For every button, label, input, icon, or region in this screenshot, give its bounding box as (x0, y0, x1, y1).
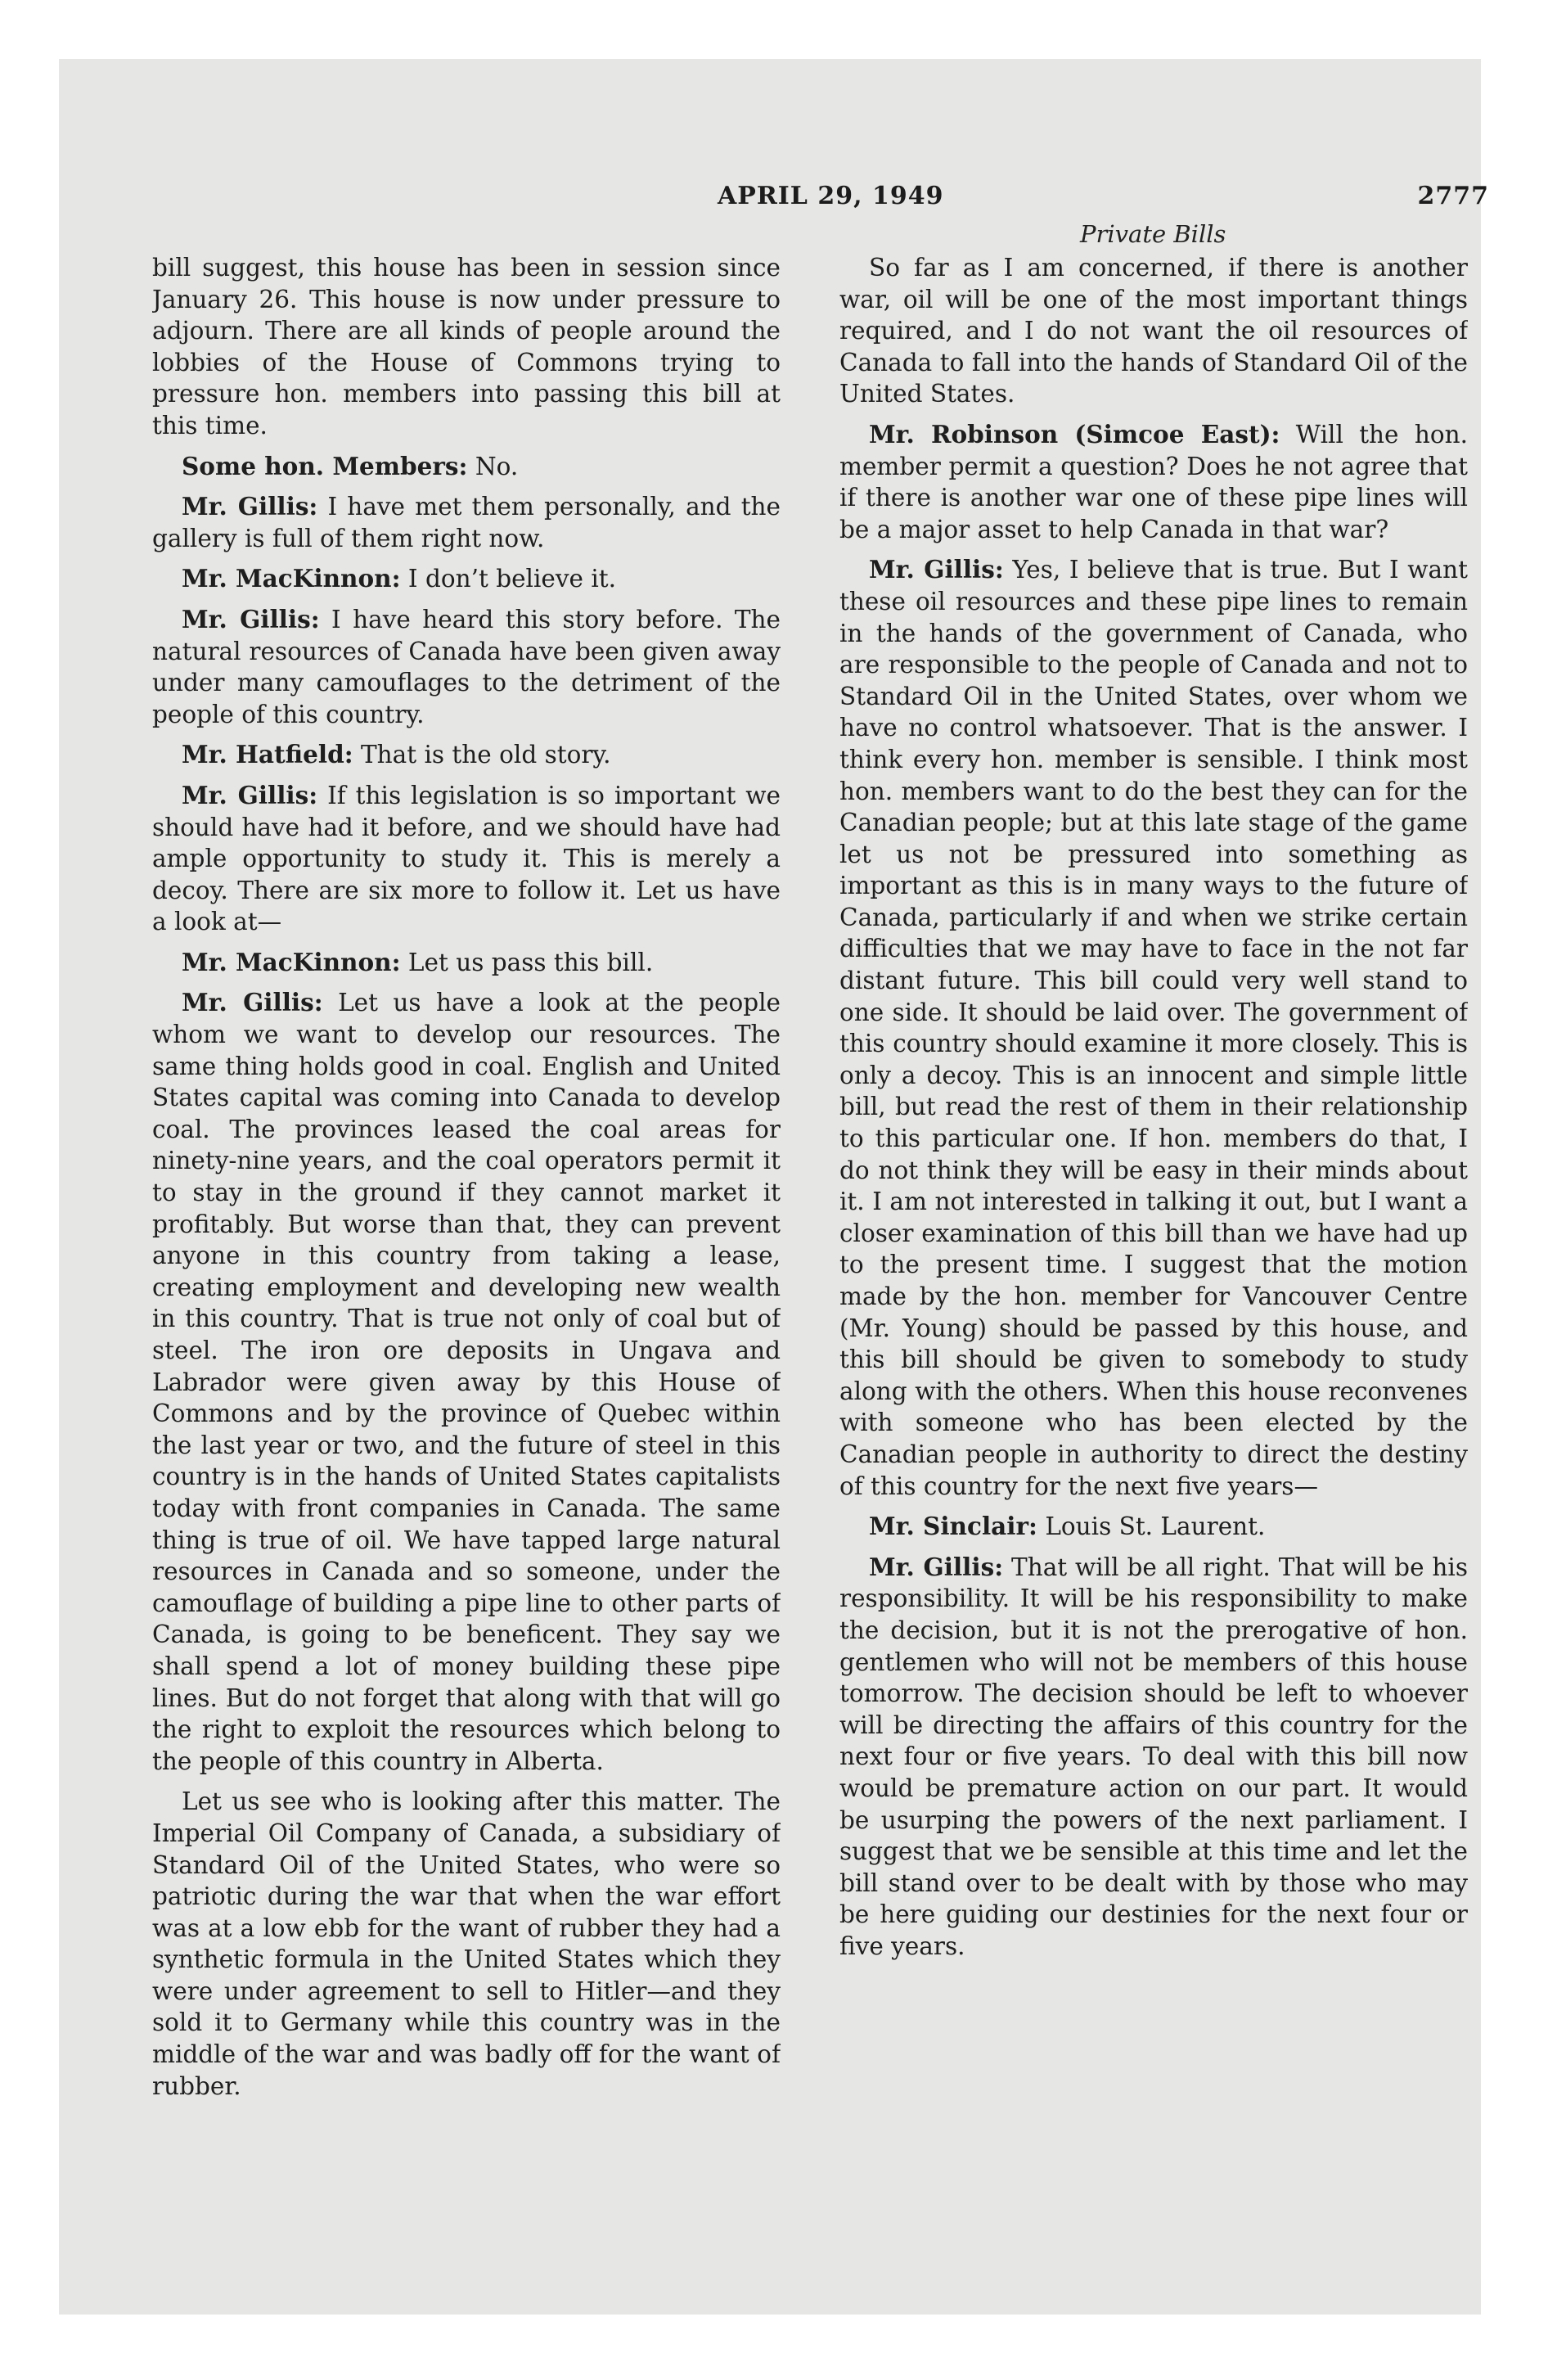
paragraph (839, 419, 1468, 545)
paragraph-text: Louis St. Laurent. (1045, 1512, 1266, 1541)
speaker-name: Mr. MacKinnon: (182, 947, 401, 976)
paragraph (839, 554, 1468, 1502)
paragraph-text: Let us have a look at the people whom we want to develop our resources. The same thing holds good in coal. English and United States capital was coming into Canada to develop coal. The provinces leased the coal areas for ninety-nine years, and the coal operators permit it to stay in the ground if they cannot market it profitably. But worse than that, they can prevent anyone in this country from taking a lease, creating employment and developing new wealth in this country. That is true not only of coal but of steel. The iron ore deposits in Ungava and Labrador were given away by this House of Commons and by the province of Quebec within the last year or two, and the future of steel in this country is in the hands of United States capitalists today with front companies in Canada. The same thing is true of oil. We have tapped large natural resources in Canada and so someone, under the camouflage of building a pipe line to other parts of Canada, is going to be beneficent. They say we shall spend a lot of money building these pipe lines. But do not forget that along with that will go the right to exploit the resources which belong to the people of this country in Alberta. (152, 989, 781, 1775)
scanned-page (59, 59, 1489, 2315)
paragraph (152, 604, 781, 730)
paragraph-text: I have met them personally, and the gallery is full of them right now. (152, 493, 781, 552)
left-column (152, 252, 781, 2241)
paragraph-text: If this legislation is so important we should have had it before, and we should have had ample opportunity to study it. This is merely a decoy. There are six more to follow it. Let us have a look at— (152, 781, 781, 936)
page-header (182, 182, 1489, 214)
paragraph (152, 563, 781, 595)
speaker-name: Mr. Hatfield: (182, 740, 353, 769)
header-date: APRIL 29, 1949 (718, 182, 944, 210)
paragraph (839, 1511, 1468, 1543)
speaker-name: Mr. Sinclair: (869, 1512, 1037, 1541)
paragraph-text: That is the old story. (360, 741, 611, 769)
paragraph-text: Let us see who is looking after this matter. The Imperial Oil Company of Canada, a subsidiary of Standard Oil of the United States, who were so patriotic during the war that when the war effort was at a low ebb for the want of rubber they had a synthetic formula in the United States which they were under agreement to sell to Hitler—and they sold it to Germany while this country was in the middle of the war and was badly off for the want of rubber. (152, 1787, 781, 2100)
right-column (839, 252, 1468, 2241)
paragraph-text: Will the hon. member permit a question? Does he not agree that if there is another war one of these pipe lines will be a major asset to help Canada in that war? (839, 420, 1468, 543)
speaker-name: Mr. Gillis: (182, 780, 318, 809)
paragraph (152, 739, 781, 771)
paragraph (839, 1552, 1468, 1963)
paragraph-text: No. (475, 452, 519, 480)
speaker-name: Mr. Robinson (Simcoe East): (869, 419, 1280, 449)
paragraph-text: Let us pass this bill. (407, 948, 654, 976)
paragraph (152, 780, 781, 938)
paragraph (152, 252, 781, 442)
page-number: 2777 (1417, 182, 1489, 210)
paragraph-text: bill suggest, this house has been in session since January 26. This house is now under pressure to adjourn. There are all kinds of people around the lobbies of the House of Commons trying to pressure hon. members into passing this bill at this time. (152, 254, 781, 439)
paragraph-text: That will be all right. That will be his responsibility. It will be his responsibility to make the decision, but it is not the prerogative of hon. gentlemen who will not be members of this house tomorrow. The decision should be left to whoever will be directing the affairs of this country for the next four or five years. To deal with this bill now would be premature action on our part. It would be usurping the powers of the next parliament. I suggest that we be sensible at this time and let the bill stand over to be dealt with by those who may be here guiding our destinies for the next four or five years. (839, 1553, 1468, 1960)
paragraph (152, 491, 781, 554)
paragraph (152, 987, 781, 1777)
speaker-name: Mr. Gillis: (182, 988, 323, 1017)
paragraph-text: I have heard this story before. The natural resources of Canada have been given away under many camouflages to the detriment of the people of this country. (152, 605, 781, 728)
paragraph-text: So far as I am concerned, if there is another war, oil will be one of the most important things required, and I do not want the oil resources of Canada to fall into the hands of Standard Oil of the United States. (839, 254, 1468, 408)
speaker-name: Mr. Gillis: (869, 1552, 1004, 1581)
speaker-name: Mr. Gillis: (182, 492, 318, 521)
section-title: Private Bills (1080, 220, 1226, 248)
paragraph-text: I don’t believe it. (407, 565, 617, 593)
paragraph (839, 252, 1468, 410)
paragraph-text: Yes, I believe that is true. But I want these oil resources and these pipe lines to remain in the hands of the government of Canada, who are responsible to the people of Canada and not to Standard Oil in the United States, over whom we have no control whatsoever. That is the answer. I think every hon. member is sensible. I think most hon. members want to do the best they can for the Canadian people; but at this late stage of the game let us not be pressured into something as important as this is in many ways to the future of Canada, particularly if and when we strike certain difficulties that we may have to face in the not far distant future. This bill could very well stand to one side. It should be laid over. The government of this country should examine it more closely. This is only a decoy. This is an innocent and simple little bill, but read the rest of them in their relationship to this particular one. If hon. members do that, I do not think they will be easy in their minds about it. I am not interested in talking it out, but I want a closer examination of this bill than we have had up to the present time. I suggest that the motion made by the hon. member for Vancouver Centre (Mr. Young) should be passed by this house, and this bill should be given to somebody to study along with the others. When this house reconvenes with someone who has been elected by the Canadian people in authority to direct the destiny of this country for the next five years— (839, 556, 1468, 1500)
speaker-name: Mr. Gillis: (182, 604, 320, 633)
speaker-name: Some hon. Members: (182, 451, 468, 480)
paragraph (152, 947, 781, 979)
paragraph (152, 451, 781, 483)
paragraph (152, 1786, 781, 2102)
speaker-name: Mr. Gillis: (869, 555, 1004, 584)
speaker-name: Mr. MacKinnon: (182, 564, 401, 593)
